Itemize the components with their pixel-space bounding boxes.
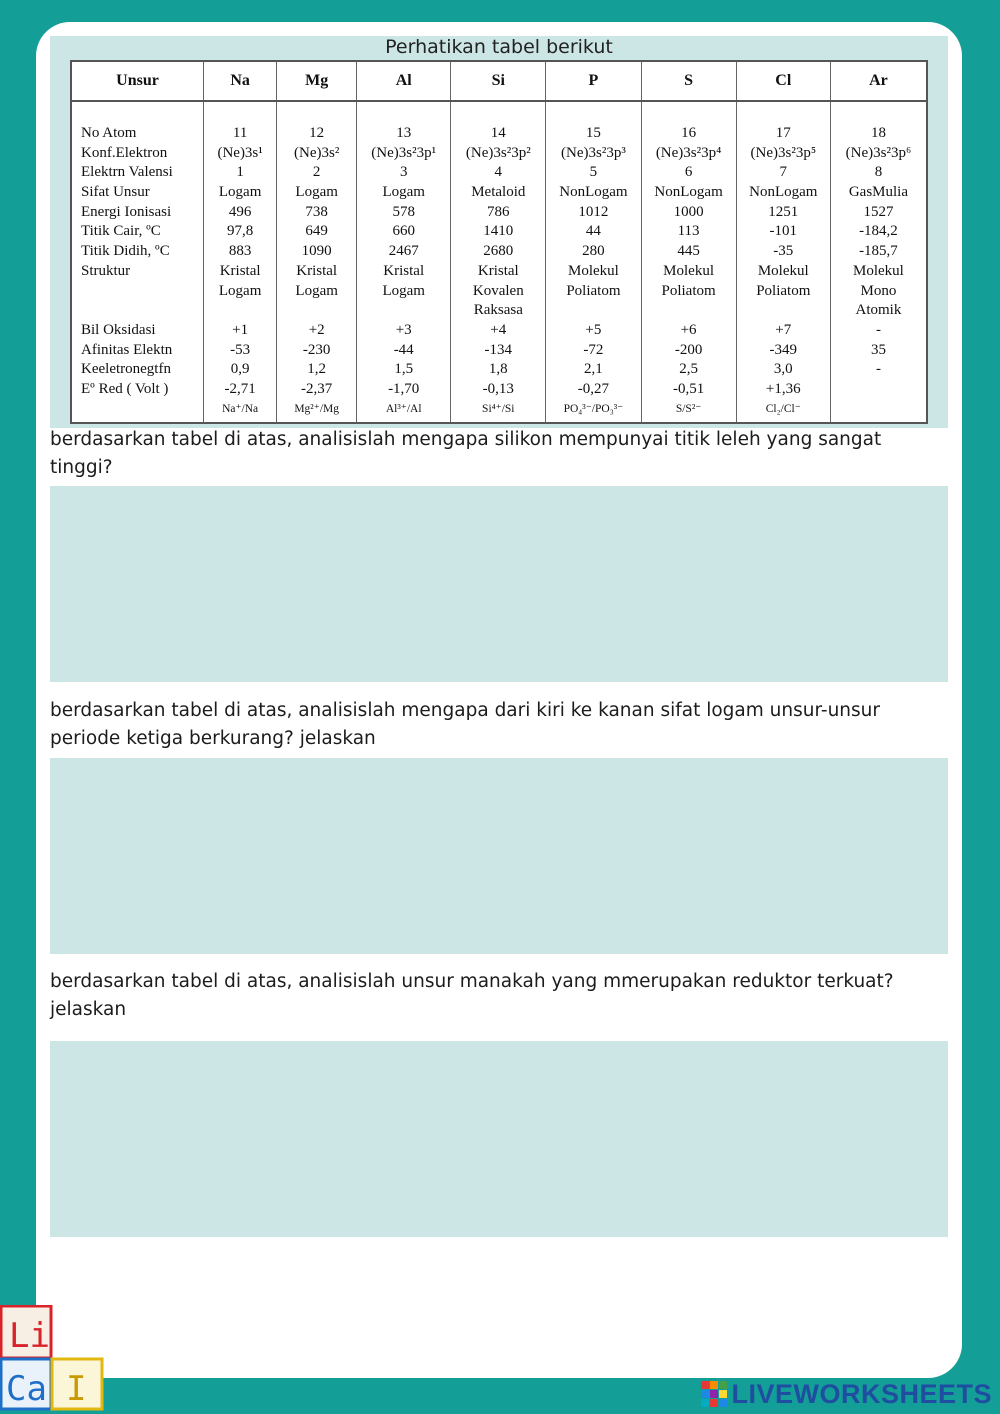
table-cell: -0,51 <box>672 380 705 397</box>
table-cell <box>277 301 356 321</box>
table-cell: -185,7 <box>859 243 898 260</box>
table-body-row <box>71 101 927 423</box>
table-cell: Metaloid <box>471 184 526 201</box>
table-cell: 1 <box>236 164 244 181</box>
question-2: berdasarkan tabel di atas, analisislah mengapa dari kiri ke kanan sifat logam unsur-unsur periode ketiga berkurang? jelaskan <box>50 700 880 749</box>
table-cell: (Ne)3s² <box>294 144 340 161</box>
table-cell: -72 <box>583 341 604 358</box>
table-cell: - <box>875 361 881 378</box>
table-cell: 14 <box>490 125 506 141</box>
table-cell: 11 <box>232 125 248 141</box>
table-cell: Molekul <box>663 262 714 279</box>
table-cell: +2 <box>308 321 325 338</box>
table-cell: - <box>875 321 881 338</box>
table-cell: (Ne)3s²3p² <box>465 144 531 161</box>
table-cell: 12 <box>309 125 325 141</box>
liveworksheets-wordmark: LIVEWORKSHEETS <box>731 1378 992 1409</box>
table-cell: 8 <box>874 164 883 181</box>
table-cell: Molekul <box>567 262 619 279</box>
table-cell: 4 <box>494 164 503 181</box>
table-cell: 1527 <box>863 203 894 220</box>
table-cell: Logam <box>295 282 338 299</box>
table-cell: 578 <box>392 203 415 220</box>
table-cell: Kristal <box>477 262 519 279</box>
table-cell: +1,36 <box>765 380 801 397</box>
table-cell: Molekul <box>853 262 904 279</box>
table-cell: Molekul <box>757 262 809 279</box>
table-cell: Logam <box>218 282 262 299</box>
header-element-mg: Mg <box>277 61 357 101</box>
element-column-na <box>204 101 277 423</box>
periodic-properties-table <box>70 60 928 424</box>
row-label: Keeletronegtfn <box>81 361 171 378</box>
row-label: Energi Ionisasi <box>81 203 172 220</box>
table-cell: +1 <box>232 321 249 338</box>
table-cell: 1,2 <box>307 361 327 378</box>
table-cell: 1012 <box>578 203 609 220</box>
table-cell: 738 <box>305 203 328 220</box>
table-cell: Na⁺/Na <box>222 402 259 415</box>
table-cell: 35 <box>870 341 886 358</box>
table-cell: 7 <box>779 164 788 181</box>
table-cell: 6 <box>684 164 693 181</box>
table-cell: 2,5 <box>679 361 698 378</box>
table-cell: -349 <box>769 341 798 358</box>
header-unsur: Unsur <box>71 61 204 101</box>
table-cell: +6 <box>680 321 697 338</box>
header-element-si: Si <box>451 61 546 101</box>
lica-logo-icon <box>0 1305 104 1411</box>
table-cell <box>642 301 736 321</box>
table-cell: 445 <box>677 243 700 260</box>
question-3: berdasarkan tabel di atas, analisislah unsur manakah yang mmerupakan reduktor terkuat? jelaskan <box>50 971 894 1020</box>
table-cell: -101 <box>769 223 798 240</box>
row-label: Titik Cair, ºC <box>81 223 161 240</box>
table-cell: Kristal <box>219 262 261 279</box>
element-column-al <box>357 101 451 423</box>
table-cell: Logam <box>218 184 262 201</box>
table-cell <box>204 301 276 321</box>
table-cell: NonLogam <box>559 184 628 201</box>
element-column-s <box>641 101 736 423</box>
header-element-na: Na <box>204 61 277 101</box>
table-cell: -2,71 <box>224 380 256 397</box>
table-cell: 2,1 <box>584 361 603 378</box>
table-cell: Logam <box>382 282 425 299</box>
table-cell: -184,2 <box>859 223 898 240</box>
table-cell: -53 <box>230 341 251 358</box>
table-cell <box>737 301 830 321</box>
table-cell: -1,70 <box>388 380 420 397</box>
table-cell: 1000 <box>673 203 704 220</box>
logo-tile-li: Li <box>9 1316 50 1356</box>
table-cell: 97,8 <box>227 223 254 240</box>
liveworksheets-logo-icon <box>701 1381 727 1407</box>
table-cell: Logam <box>295 184 338 201</box>
row-label: Struktur <box>81 262 131 279</box>
table-cell: 15 <box>585 125 601 141</box>
table-cell: NonLogam <box>654 184 723 201</box>
table-cell: Logam <box>382 184 425 201</box>
table-cell: Cl₂/Cl⁻ <box>765 402 801 415</box>
header-element-ar: Ar <box>830 61 927 101</box>
table-cell: -2,37 <box>301 380 333 397</box>
table-cell: Poliatom <box>566 282 621 299</box>
element-column-cl <box>736 101 830 423</box>
row-label <box>81 282 203 302</box>
table-cell: NonLogam <box>749 184 818 201</box>
table-cell: S/S²⁻ <box>675 402 702 415</box>
table-cell <box>546 301 640 321</box>
table-cell: 3 <box>399 164 408 181</box>
table-cell: 1251 <box>768 203 799 220</box>
question-1: berdasarkan tabel di atas, analisislah mengapa silikon mempunyai titik leleh yang sangat tinggi? <box>50 429 882 478</box>
table-cell: (Ne)3s¹ <box>217 144 263 161</box>
row-labels-column <box>71 101 204 423</box>
row-label: Bil Oksidasi <box>81 321 156 338</box>
table-cell <box>831 400 926 420</box>
table-cell: +7 <box>775 321 792 338</box>
table-cell: 1,5 <box>394 361 414 378</box>
logo-tile-ca: Ca <box>6 1369 47 1409</box>
table-cell: Raksasa <box>473 302 523 319</box>
row-label: No Atom <box>81 125 137 141</box>
table-cell: +4 <box>490 321 507 338</box>
table-cell: Kristal <box>383 262 425 279</box>
element-column-p <box>546 101 641 423</box>
table-cell: 1,8 <box>488 361 508 378</box>
table-cell: 3,0 <box>773 361 793 378</box>
table-cell: Poliatom <box>661 282 716 299</box>
table-cell: 496 <box>228 203 252 220</box>
element-column-ar <box>830 101 927 423</box>
table-cell: Si⁴⁺/Si <box>482 402 515 415</box>
table-cell: (Ne)3s²3p⁶ <box>845 144 912 161</box>
table-cell <box>357 301 450 321</box>
table-cell: Mono <box>860 282 897 299</box>
row-label <box>81 301 203 321</box>
table-cell: 13 <box>396 125 412 141</box>
table-cell: 786 <box>487 203 510 220</box>
table-cell: -200 <box>674 341 703 358</box>
row-label: Sifat Unsur <box>81 184 150 201</box>
table-cell: Kristal <box>296 262 338 279</box>
table-cell: (Ne)3s²3p³ <box>561 144 626 161</box>
table-cell: -134 <box>484 341 513 358</box>
row-label: Eº Red ( Volt ) <box>81 380 169 397</box>
table-cell: 2467 <box>388 243 419 260</box>
row-label: Afinitas Elektn <box>81 341 173 358</box>
table-cell: GasMulia <box>848 184 909 201</box>
answer-field-1[interactable] <box>50 486 948 682</box>
table-cell: 1410 <box>483 223 514 240</box>
liveworksheets-brand <box>701 1378 992 1410</box>
table-cell: (Ne)3s²3p⁵ <box>750 144 817 161</box>
answer-field-2[interactable] <box>50 758 948 954</box>
table-cell: Atomik <box>855 302 902 319</box>
table-cell: 0,9 <box>230 361 250 378</box>
table-cell: 18 <box>870 125 886 141</box>
table-cell: 16 <box>681 125 697 141</box>
table-cell: 280 <box>582 243 605 260</box>
row-label: Titik Didih, ºC <box>81 243 170 260</box>
row-label: Konf.Elektron <box>81 144 168 161</box>
table-card <box>50 36 948 428</box>
header-element-s: S <box>641 61 736 101</box>
table-cell: Al³⁺/Al <box>385 402 422 415</box>
table-cell: 660 <box>392 223 415 240</box>
table-cell: 2680 <box>483 243 514 260</box>
header-element-p: P <box>546 61 641 101</box>
header-element-cl: Cl <box>736 61 830 101</box>
row-label: Elektrn Valensi <box>81 164 173 181</box>
table-cell: (Ne)3s²3p¹ <box>371 144 437 161</box>
table-cell: 5 <box>589 164 598 181</box>
table-cell: 17 <box>775 125 791 141</box>
table-cell: Mg²⁺/Mg <box>294 402 339 415</box>
table-cell: 883 <box>228 243 252 260</box>
table-cell: +5 <box>585 321 602 338</box>
table-cell <box>831 380 926 400</box>
table-cell: (Ne)3s²3p⁴ <box>655 144 722 161</box>
table-title: Perhatikan tabel berikut <box>385 36 613 58</box>
table-cell: 113 <box>677 223 700 240</box>
answer-field-3[interactable] <box>50 1041 948 1237</box>
table-cell: 649 <box>305 223 328 240</box>
table-cell: -35 <box>773 243 794 260</box>
table-cell: -230 <box>302 341 331 358</box>
table-cell: +3 <box>395 321 412 338</box>
header-element-al: Al <box>357 61 451 101</box>
table-cell: -0,27 <box>577 380 610 397</box>
table-cell: 44 <box>585 223 601 240</box>
table-cell: 2 <box>312 164 321 181</box>
element-column-si <box>451 101 546 423</box>
table-cell: -0,13 <box>482 380 514 397</box>
table-header-row <box>71 61 927 101</box>
table-cell: -44 <box>393 341 414 358</box>
table-cell: Kovalen <box>472 282 524 299</box>
element-column-mg <box>277 101 357 423</box>
table-cell: Poliatom <box>756 282 811 299</box>
table-cell: PO₄³⁻/PO₃³⁻ <box>563 402 624 415</box>
logo-tile-i: I <box>66 1369 87 1409</box>
table-cell: 1090 <box>301 243 332 260</box>
